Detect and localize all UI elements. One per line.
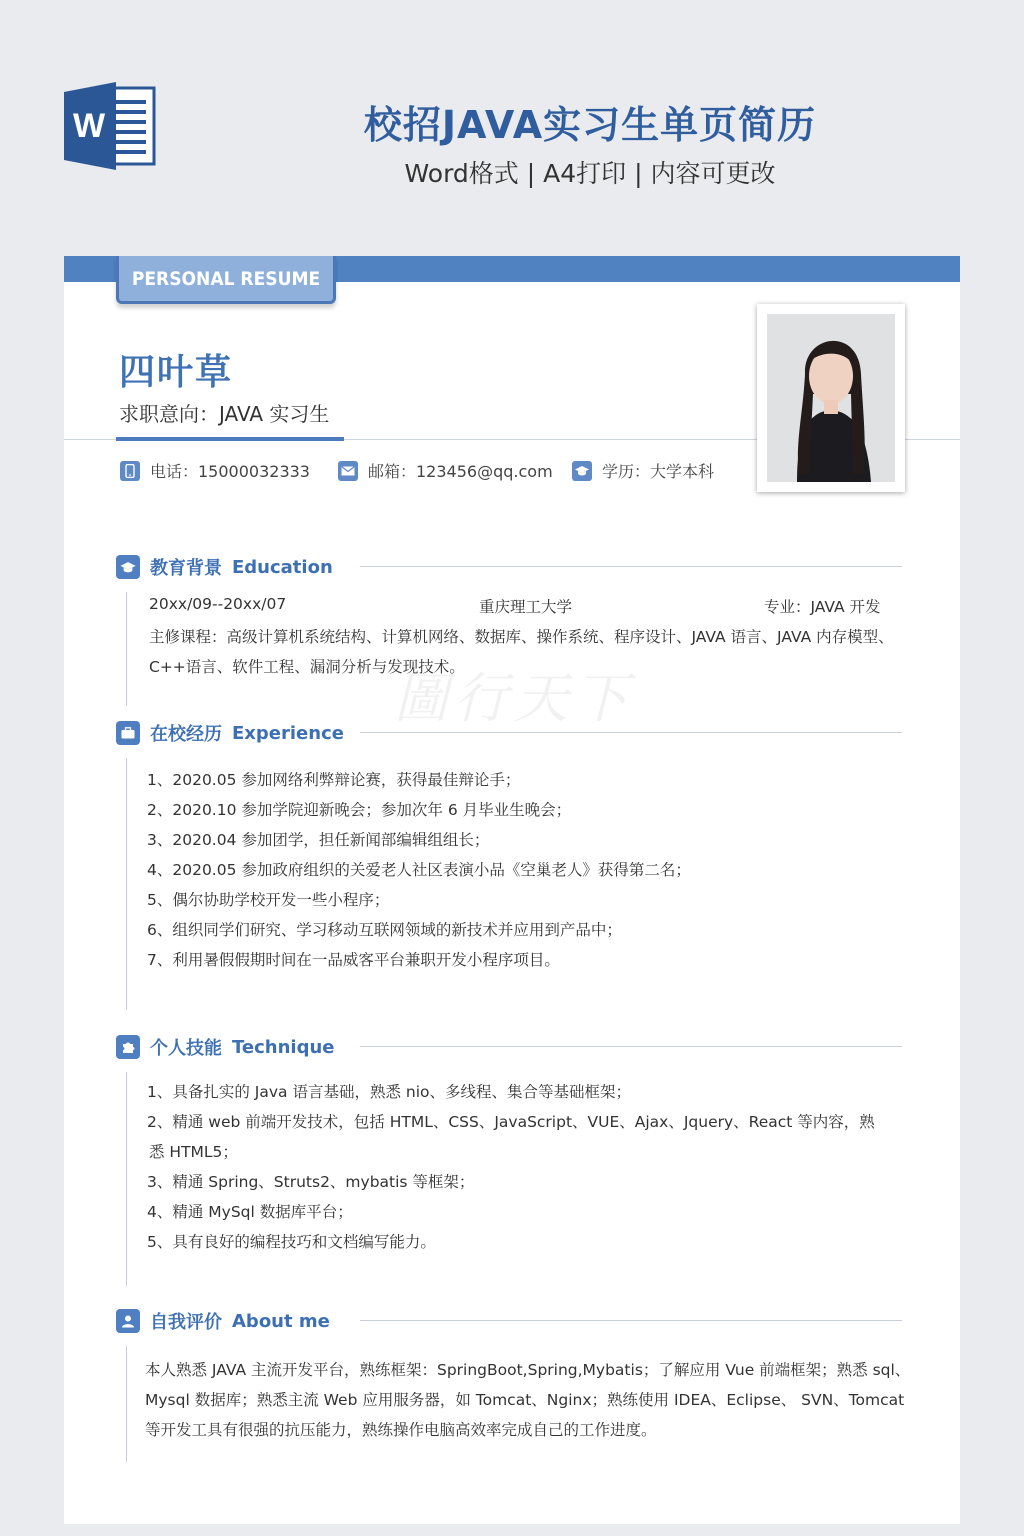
puzzle-icon — [116, 1035, 140, 1059]
section-title-en: About me — [232, 1310, 330, 1332]
user-icon — [116, 1309, 140, 1333]
candidate-name: 四叶草 — [119, 352, 234, 393]
email-text: 邮箱：123456@qq.com — [368, 462, 553, 481]
graduation-cap-icon — [116, 555, 140, 579]
svg-text:W: W — [72, 107, 106, 145]
skill-item: 悉 HTML5； — [149, 1143, 238, 1161]
word-document-icon — [64, 82, 156, 170]
section-vline — [126, 592, 127, 706]
section-title: 在校经历 — [150, 724, 222, 745]
watermark: 圖行天下 — [394, 667, 634, 730]
section-title-en: Technique — [232, 1036, 335, 1058]
contact-email — [338, 459, 553, 482]
skill-item: 1、具备扎实的 Java 语言基础，熟悉 nio、多线程、集合等基础框架； — [147, 1083, 631, 1101]
mail-icon — [338, 461, 358, 481]
experience-item: 6、组织同学们研究、学习移动互联网领域的新技术并应用到产品中； — [147, 921, 622, 939]
graduation-cap-icon — [572, 461, 592, 481]
section-education-header — [116, 554, 333, 580]
phone-text: 电话：15000032333 — [150, 462, 310, 481]
section-vline — [126, 758, 127, 1010]
profile-photo-frame — [757, 304, 905, 492]
page-subtitle: Word格式 | A4打印 | 内容可更改 — [404, 159, 776, 188]
edu-courses-line: 主修课程：高级计算机系统结构、计算机网络、数据库、操作系统、程序设计、JAVA 语言、JAVA 内存模型、 — [149, 628, 894, 646]
phone-icon — [120, 461, 140, 481]
section-rule — [360, 1046, 902, 1047]
skill-item: 5、具有良好的编程技巧和文档编写能力。 — [147, 1233, 436, 1251]
section-title-en: Education — [232, 556, 333, 578]
experience-item: 5、偶尔协助学校开发一些小程序； — [147, 891, 390, 909]
about-line: 等开发工具有很强的抗压能力，熟练操作电脑高效率完成自己的工作进度。 — [145, 1421, 657, 1439]
about-line: 本人熟悉 JAVA 主流开发平台，熟练框架：SpringBoot,Spring,Mybatis；了解应用 Vue 前端框架；熟悉 sql、 — [145, 1361, 911, 1379]
section-rule — [360, 566, 902, 567]
experience-item: 4、2020.05 参加政府组织的关爱老人社区表演小品《空巢老人》获得第二名； — [147, 861, 691, 879]
skill-item: 2、精通 web 前端开发技术，包括 HTML、CSS、JavaScript、VUE、Ajax、Jquery、React 等内容，熟 — [147, 1113, 875, 1131]
page-title: 校招JAVA实习生单页简历 — [363, 103, 817, 147]
edu-school: 重庆理工大学 — [479, 598, 573, 616]
section-about-header — [116, 1308, 330, 1334]
edu-period: 20xx/09--20xx/07 — [149, 595, 287, 613]
contact-phone — [120, 459, 310, 482]
section-title: 个人技能 — [150, 1038, 222, 1059]
section-vline — [126, 1346, 127, 1462]
skill-item: 3、精通 Spring、Struts2、mybatis 等框架； — [147, 1173, 475, 1191]
section-experience-header — [116, 720, 344, 746]
profile-photo — [767, 314, 895, 482]
section-rule — [360, 1320, 902, 1321]
experience-item: 7、利用暑假假期时间在一品威客平台兼职开发小程序项目。 — [147, 951, 560, 969]
experience-item: 2、2020.10 参加学院迎新晚会；参加次年 6 月毕业生晚会； — [147, 801, 572, 819]
edu-major: 专业：JAVA 开发 — [764, 598, 881, 616]
section-title: 教育背景 — [150, 558, 222, 579]
resume-tag: PERSONAL RESUME — [116, 256, 336, 304]
section-vline — [126, 1072, 127, 1286]
job-intent: 求职意向：JAVA 实习生 — [119, 402, 330, 426]
section-title-en: Experience — [232, 722, 344, 744]
section-skills-header — [116, 1034, 334, 1060]
skill-item: 4、精通 MySql 数据库平台； — [147, 1203, 353, 1221]
section-rule — [360, 732, 902, 733]
intent-underline — [116, 437, 344, 441]
contact-education — [572, 459, 714, 482]
about-line: Mysql 数据库；熟悉主流 Web 应用服务器，如 Tomcat、Nginx；熟练使用 IDEA、Eclipse、 SVN、Tomcat — [145, 1391, 905, 1409]
resume-sheet — [64, 256, 960, 1524]
edu-courses-line: C++语言、软件工程、漏洞分析与发现技术。 — [149, 658, 465, 676]
briefcase-icon — [116, 721, 140, 745]
experience-item: 3、2020.04 参加团学，担任新闻部编辑组组长； — [147, 831, 490, 849]
experience-item: 1、2020.05 参加网络利弊辩论赛，获得最佳辩论手； — [147, 771, 521, 789]
education-text: 学历：大学本科 — [602, 462, 715, 481]
section-title: 自我评价 — [150, 1312, 222, 1333]
